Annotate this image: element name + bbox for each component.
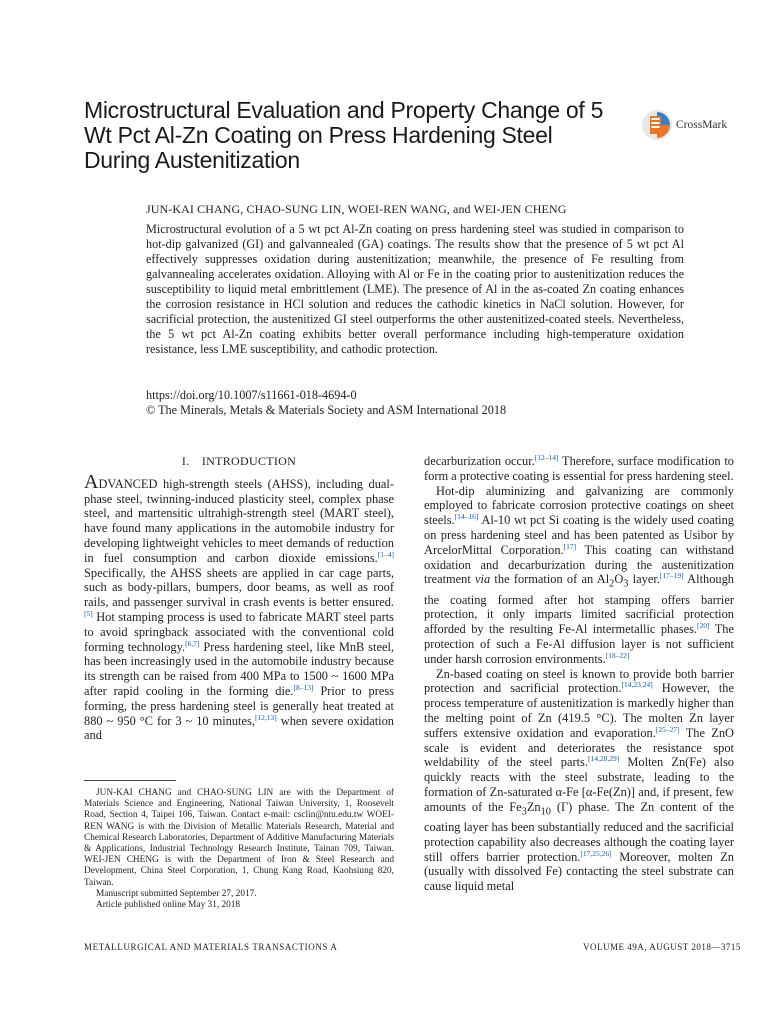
drop-cap: A: [84, 470, 99, 493]
crossmark-badge[interactable]: [641, 107, 751, 143]
paragraph: Hot-dip aluminizing and galvanizing are commonly employed to fabricate corrosion protective coatings on sheet steels.[14–16] Al-10 wt pct Si coating is the widely used coating on press hardening steel and has been patented as Usibor by ArcelorMittal Corporation.[17] This coating can withstand oxidation and decarburization during the austenitization treatment via the formation of an $Al_2O_3$ layer.[17–19] Although the coating formed after hot stamping offers barrier protection, it only imparts limited sacrificial protection afforded by the resulting Fe-Al intermetallic phases.[20] The protection of such a Fe-Al diffusion layer is not sufficient under harsh corrosion environments.[18–22]: [424, 483, 734, 666]
footnote-divider: [84, 780, 176, 781]
citation-link[interactable]: [14,23,24]: [621, 680, 653, 690]
author-list: JUN-KAI CHANG, CHAO-SUNG LIN, WOEI-REN WANG, and WEI-JEN CHENG: [146, 202, 567, 216]
volume-page: VOLUME 49A, AUGUST 2018—3715: [583, 942, 741, 952]
citation-link[interactable]: [12–14]: [534, 452, 559, 462]
citation-link[interactable]: [6,7]: [185, 638, 200, 648]
crossmark-icon: [641, 109, 673, 141]
footnote-submitted: Manuscript submitted September 27, 2017.: [96, 888, 257, 899]
abstract: Microstructural evolution of a 5 wt pct Al-Zn coating on press hardening steel was studied in comparison to hot-dip galvanized (GI) and galvannealed (GA) coatings. The results show that the presence of 5 wt pct Al effectively suppresses oxidation during austenitization; meanwhile, the presence of Fe resulting from galvannealing accelerates oxidation. Alloying with Al or Fe in the coating prior to austenitization reduces the susceptibility to liquid metal embrittlement (LME). The presence of Al in the as-coated Zn coating enhances the corrosion resistance in HCl solution and reduces the cathodic kinetics in NaCl solution. However, for sacrificial protection, the austenitized GI steel outperforms the other austenitized-coated steels. Nevertheless, the 5 wt pct Al-Zn coating exhibits better overall performance including high-temperature oxidation resistance, less LME susceptibility, and cathodic protection.: [146, 222, 684, 356]
left-column: [84, 454, 394, 743]
citation-link[interactable]: [20]: [697, 621, 710, 631]
crossmark-label: CrossMark: [676, 119, 728, 131]
citation-link[interactable]: [1–4]: [377, 549, 394, 559]
citation-link[interactable]: [18–22]: [605, 650, 630, 660]
paragraph: decarburization occur.[12–14] Therefore, surface modification to form a protective coating is essential for press hardening steel.: [424, 452, 734, 483]
citation-link[interactable]: [5]: [84, 608, 93, 618]
citation-link[interactable]: [17]: [563, 541, 577, 551]
citation-link[interactable]: [12,13]: [254, 712, 277, 722]
copyright-notice: © The Minerals, Metals & Materials Society and ASM International 2018: [146, 403, 507, 417]
journal-name: METALLURGICAL AND MATERIALS TRANSACTIONS A: [84, 942, 338, 952]
citation-link[interactable]: [14,28,29]: [587, 754, 620, 764]
citation-link[interactable]: [8–13]: [293, 682, 314, 692]
section-heading: I. INTRODUCTION: [181, 454, 297, 468]
citation-link[interactable]: [25–27]: [655, 724, 680, 734]
right-column: [424, 454, 734, 894]
footnote-affiliation: JUN-KAI CHANG and CHAO-SUNG LIN are with the Department of Materials Science and Engineering, National Taiwan University, 1, Roosevelt Road, Section 4, Taipei 106, Taiwan. Contact e-mail: csclin@ntu.edu.tw WOEI-REN WANG is with the Division of Metallic Materials Research, Material and Chemical Research Laboratories, Department of Additive Manufacturing Materials & Applications, Industrial Technology Research Institute, Tainan 709, Taiwan. WEI-JEN CHENG is with the Department of Iron & Steel Research and Development, China Steel Corporation, 1, Chung Kang Road, Kaohsiung 820, Taiwan.: [84, 788, 394, 888]
citation-link[interactable]: [17,25,26]: [580, 848, 612, 858]
footnote: [84, 788, 394, 911]
footnote-published: Article published online May 31, 2018: [96, 900, 241, 911]
citation-link[interactable]: [17–19]: [659, 571, 684, 581]
intro-paragraph: ADVANCED high-strength steels (AHSS), including dual-phase steel, twinning-induced plasticity steel, complex phase steel, and martensitic ultrahigh-strength steel (MART steel), have found many applications in the automobile industry for developing lightweight vehicles to meet demands of reduction in fuel consumption and carbon dioxide emissions.[1–4] Specifically, the AHSS sheets are applied in car cage parts, such as body-pillars, bumpers, door beams, as well as roof rails, and passenger survival in crash events is better ensured.[5] Hot stamping process is used to fabricate MART steel parts to avoid springback associated with the conventional cold forming technology.[6,7] Press hardening steel, like MnB steel, has been increasingly used in the automobile industry because its strength can be raised from 400 MPa to 1500 ~ 1600 MPa after rapid cooling in the forming die.[8–13] Prior to press forming, the press hardening steel is generally heat treated at 880 ~ 950 °C for 3 ~ 10 minutes,[12,13] when severe oxidation and: [84, 470, 395, 743]
citation-link[interactable]: [14–16]: [454, 512, 479, 522]
article-title: Microstructural Evaluation and Property Change of 5 Wt Pct Al-Zn Coating on Press Hardening Steel During Austenitization: [84, 97, 604, 173]
doi-link[interactable]: https://doi.org/10.1007/s11661-018-4694-0: [146, 388, 357, 402]
paragraph: Zn-based coating on steel is known to provide both barrier protection and sacrificial protection.[14,23,24] However, the process temperature of austenitization is markedly higher than the melting point of Zn (419.5 °C). The molten Zn layer suffers extensive oxidation and evaporation.[25–27] The ZnO scale is evident and deteriorates the resistance spot weldability of the steel parts.[14,28,29] Molten Zn(Fe) also quickly reacts with the steel substrate, leading to the formation of Zn-saturated α-Fe [α-Fe(Zn)] and, if present, few amounts of the $Fe_3Zn_{10}$ (Γ) phase. The Zn content of the coating layer has been substantially reduced and the sacrificial protection capability also decreases although the coating layer still offers barrier protection.[17,25,26] Moreover, molten Zn (usually with dissolved Fe) contacting the steel substrate can cause liquid metal: [424, 666, 734, 894]
